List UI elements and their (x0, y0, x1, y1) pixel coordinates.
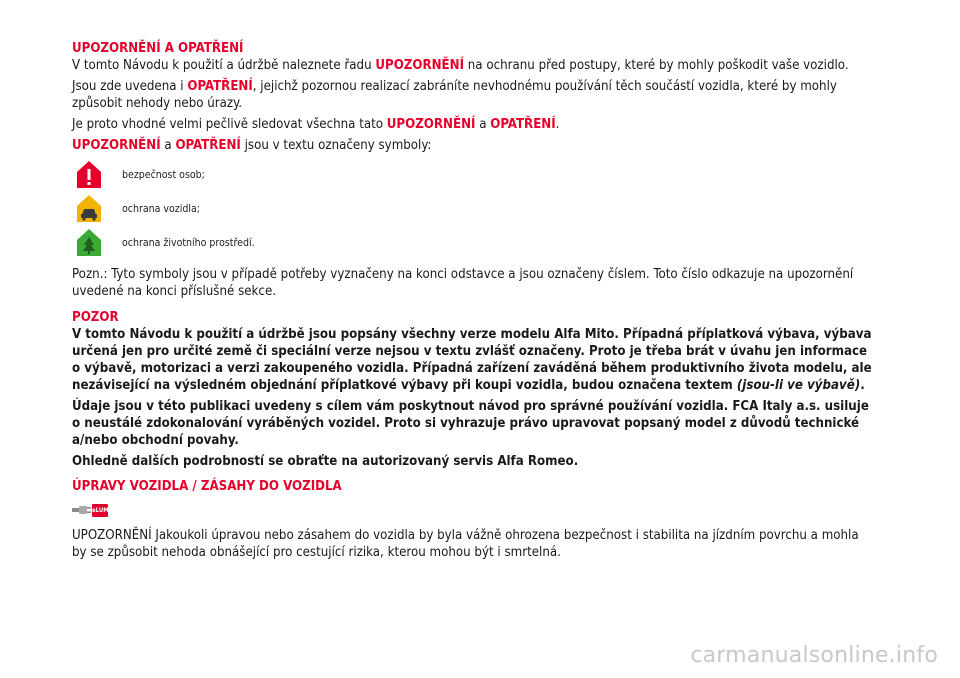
optional-equipment-marker: (jsou-li ve výbavě) (736, 378, 861, 393)
keyword-warnings: UPOZORNĚNÍ (375, 58, 464, 73)
intro-paragraph-1 (72, 57, 872, 74)
symbol-label-person-safety: bezpečnost osob; (122, 169, 205, 181)
symbol-row-vehicle-protection (72, 192, 872, 226)
keyword-precautions: OPATŘENÍ (175, 138, 241, 153)
section-heading-warnings: UPOZORNĚNÍ A OPATŘENÍ (72, 41, 244, 56)
intro-paragraph-4 (72, 137, 872, 154)
elum-badge-icon: eLUM (92, 504, 108, 517)
text-span: V tomto Návodu k použití a údržbě naleznete řadu (72, 58, 376, 73)
text-span: a (475, 117, 491, 132)
text-span: . (860, 378, 865, 393)
caution-paragraph-1 (72, 326, 872, 394)
symbols-note: Pozn.: Tyto symboly jsou v případě potřeby vyznačeny na konci odstavce a jsou označeny číslem. Toto číslo odkazuje na upozornění uvedené na konci příslušné sekce. (72, 267, 854, 299)
modification-icons (72, 499, 872, 521)
person-safety-icon (72, 159, 106, 191)
keyword-warnings: UPOZORNĚNÍ (72, 138, 161, 153)
text-span: jsou v textu označeny symboly: (240, 138, 432, 153)
symbol-row-environment-protection (72, 226, 872, 260)
modifications-warning-text: UPOZORNĚNÍ Jakoukoli úpravou nebo zásahem do vozidla by byla vážně ohrozena bezpečnost i stabilita na jízdním povrchu a mohla by se způsobit nehoda obnášející pro cestující rizika, kterou mohou být i smrtelná. (72, 528, 859, 560)
intro-paragraph-2 (72, 78, 872, 112)
environment-protection-icon (72, 227, 106, 259)
symbol-label-environment-protection: ochrana životního prostředí. (122, 237, 255, 249)
text-span: Je proto vhodné velmi pečlivě sledovat všechna tato (72, 117, 387, 132)
keyword-warnings: UPOZORNĚNÍ (386, 117, 476, 132)
keyword-precautions: OPATŘENÍ (187, 79, 253, 94)
vehicle-protection-icon (72, 193, 106, 225)
plug-icon (72, 501, 92, 520)
intro-paragraph-3 (72, 116, 872, 133)
caution-paragraph-3: Ohledně dalších podrobností se obraťte na autorizovaný servis Alfa Romeo. (72, 454, 579, 469)
text-span: . (555, 117, 560, 132)
section-heading-modifications: ÚPRAVY VOZIDLA / ZÁSAHY DO VOZIDLA (72, 479, 342, 494)
page-content (72, 40, 872, 561)
text-span: , jejichž pozornou realizací zabráníte nevhodnému používání těch součástí vozidla, které by mohly způsobit nehody nebo úrazy. (72, 79, 837, 111)
section-heading-caution: POZOR (72, 310, 119, 325)
text-span: a (160, 138, 176, 153)
symbol-row-person-safety (72, 158, 872, 192)
symbol-label-vehicle-protection: ochrana vozidla; (122, 203, 200, 215)
keyword-precautions: OPATŘENÍ (490, 117, 556, 132)
symbol-list (72, 158, 872, 260)
text-span: Jsou zde uvedena i (72, 79, 188, 94)
watermark: carmanualsonline.info (690, 643, 938, 668)
text-span: V tomto Návodu k použití a údržbě jsou popsány všechny verze modelu Alfa Mito. Případná příplatková výbava, výbava určená jen pro určité země či speciální verze nejsou v textu zvlášť označeny. Proto je třeba brát v úvahu jen informace o výbavě, motorizaci a verzi zakoupeného vozidla. Případná zařízení zaváděná během produktivního života modelu, ale nezávisející na výsledném objednání příplatkové výbavy při koupi vozidla, budou označena textem (72, 327, 872, 393)
caution-paragraph-2: Údaje jsou v této publikaci uvedeny s cílem vám poskytnout návod pro správné používání vozidla. FCA Italy a.s. usiluje o neustálé zdokonalování vyráběných vozidel. Proto si vyhrazuje právo upravovat popsaný model z důvodů technické a/nebo obchodní povahy. (72, 399, 869, 448)
text-span: na ochranu před postupy, které by mohly poškodit vaše vozidlo. (464, 58, 849, 73)
caution-block (72, 326, 872, 470)
